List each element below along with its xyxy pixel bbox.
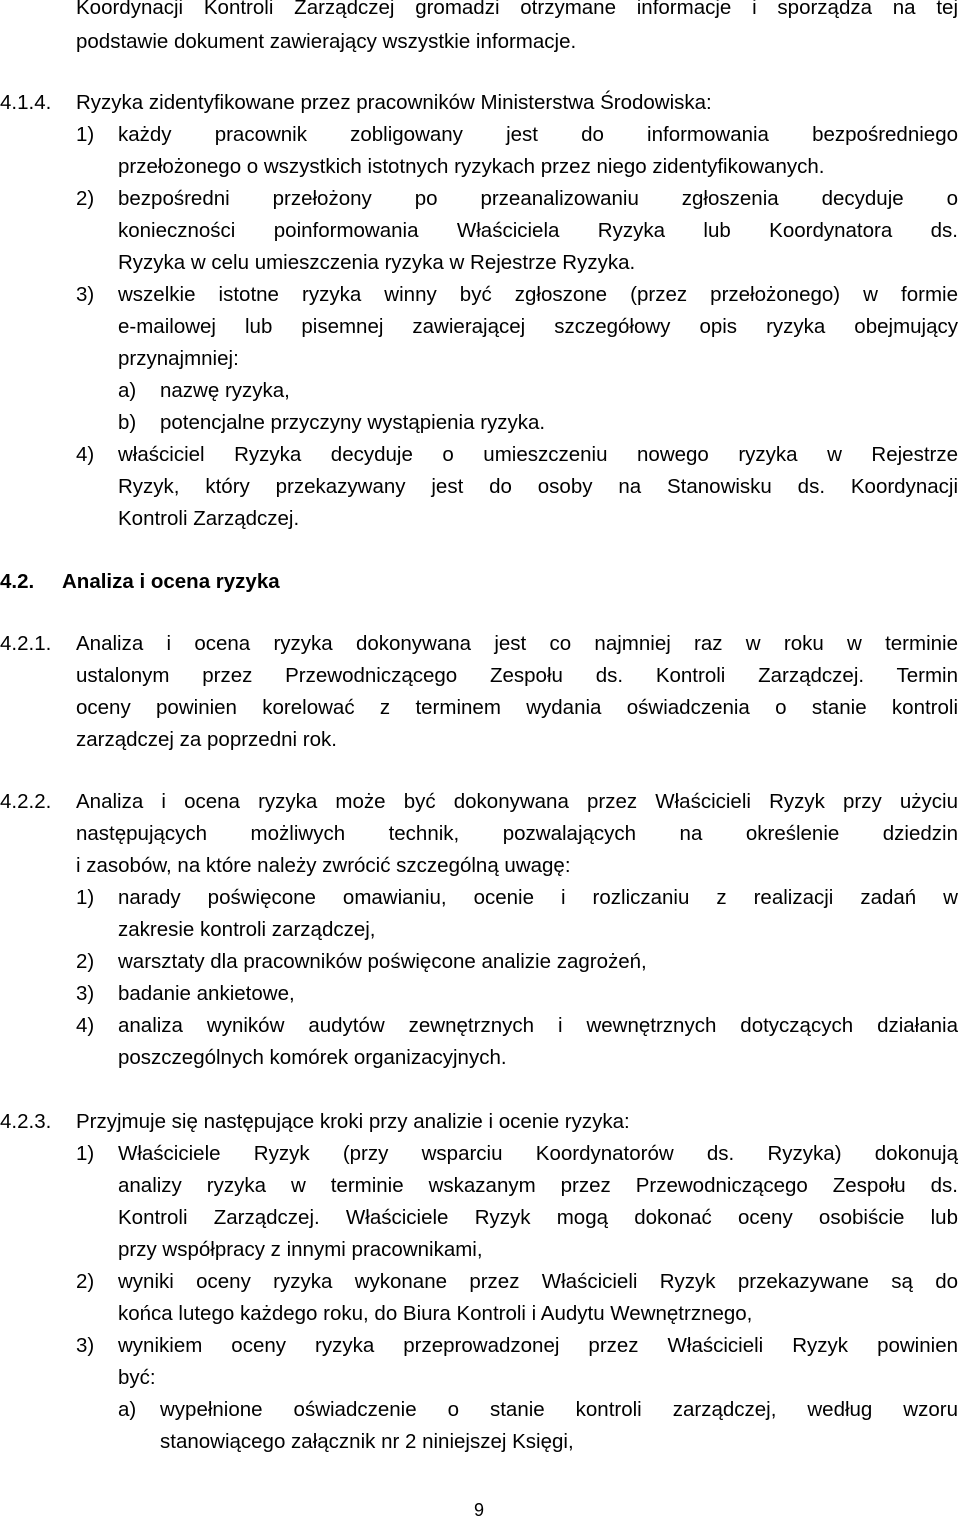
list-item-line: konieczności poinformowania Właściciela Ryzyka lub Koordynatora ds. xyxy=(118,219,958,242)
paragraph-line: ustalonym przez Przewodniczącego Zespołu ds. Kontroli Zarządczej. Termin xyxy=(76,664,958,687)
list-item-line: przy współpracy z innymi pracownikami, xyxy=(118,1238,483,1261)
list-item-line: Właściciele Ryzyk (przy wsparciu Koordynatorów ds. Ryzyka) dokonują xyxy=(118,1142,958,1165)
sub-list-letter: a) xyxy=(118,379,137,402)
list-number: 2) xyxy=(76,1270,95,1293)
list-item-line: każdy pracownik zobligowany jest do informowania bezpośredniego xyxy=(118,123,958,146)
section-number: 4.2.2. xyxy=(0,790,52,813)
list-item-line: warsztaty dla pracowników poświęcone analizie zagrożeń, xyxy=(118,950,647,973)
list-number: 3) xyxy=(76,1334,95,1357)
paragraph-line: i zasobów, na które należy zwrócić szczególną uwagę: xyxy=(76,854,571,877)
list-item-line: poszczególnych komórek organizacyjnych. xyxy=(118,1046,507,1069)
list-item-line: być: xyxy=(118,1366,156,1389)
paragraph-line: oceny powinien korelować z terminem wydania oświadczenia o stanie kontroli xyxy=(76,696,958,719)
list-number: 1) xyxy=(76,123,95,146)
list-item-line: Ryzyk, który przekazywany jest do osoby na Stanowisku ds. Koordynacji xyxy=(118,475,958,498)
section-number: 4.2.3. xyxy=(0,1110,52,1133)
paragraph-line: zarządczej za poprzedni rok. xyxy=(76,728,337,751)
list-item-line: analizy ryzyka w terminie wskazanym przez Przewodniczącego Zespołu ds. xyxy=(118,1174,958,1197)
paragraph-line: Analiza i ocena ryzyka może być dokonywana przez Właścicieli Ryzyk przy użyciu xyxy=(76,790,958,813)
page-number: 9 xyxy=(474,1500,485,1520)
paragraph-line: Koordynacji Kontroli Zarządczej gromadzi otrzymane informacje i sporządza na tej xyxy=(76,0,958,19)
list-item-line: e-mailowej lub pisemnej zawierającej szczegółowy opis ryzyka obejmujący xyxy=(118,315,958,338)
list-number: 2) xyxy=(76,187,95,210)
list-item-line: narady poświęcone omawianiu, ocenie i rozliczaniu z realizacji zadań w xyxy=(118,886,958,909)
section-number: 4.2.1. xyxy=(0,632,52,655)
sub-list-letter: a) xyxy=(118,1398,137,1421)
section-title: Przyjmuje się następujące kroki przy analizie i ocenie ryzyka: xyxy=(76,1110,630,1133)
paragraph-line: następujących możliwych technik, pozwalających na określenie dziedzin xyxy=(76,822,958,845)
list-number: 3) xyxy=(76,982,95,1005)
sub-list-item: potencjalne przyczyny wystąpienia ryzyka. xyxy=(160,411,546,434)
list-item-line: Kontroli Zarządczej. Właściciele Ryzyk mogą dokonać oceny osobiście lub xyxy=(118,1206,958,1229)
sub-list-letter: b) xyxy=(118,411,137,434)
list-number: 1) xyxy=(76,886,95,909)
list-number: 1) xyxy=(76,1142,95,1165)
list-number: 4) xyxy=(76,1014,95,1037)
list-item-line: badanie ankietowe, xyxy=(118,982,295,1005)
list-item-line: końca lutego każdego roku, do Biura Kontroli i Audytu Wewnętrznego, xyxy=(118,1302,753,1325)
list-item-line: wynikiem oceny ryzyka przeprowadzonej przez Właścicieli Ryzyk powinien xyxy=(118,1334,958,1357)
paragraph-line: Analiza i ocena ryzyka dokonywana jest co najmniej raz w roku w terminie xyxy=(76,632,958,655)
list-item-line: Ryzyka w celu umieszczenia ryzyka w Rejestrze Ryzyka. xyxy=(118,251,636,274)
list-item-line: właściciel Ryzyka decyduje o umieszczeniu nowego ryzyka w Rejestrze xyxy=(118,443,958,466)
section-title: Ryzyka zidentyfikowane przez pracowników Ministerstwa Środowiska: xyxy=(76,91,712,114)
section-number: 4.1.4. xyxy=(0,91,52,114)
heading-title: Analiza i ocena ryzyka xyxy=(62,570,280,593)
list-item-line: zakresie kontroli zarządczej, xyxy=(118,918,376,941)
list-item-line: przełożonego o wszystkich istotnych ryzykach przez niego zidentyfikowanych. xyxy=(118,155,825,178)
sub-list-item: nazwę ryzyka, xyxy=(160,379,290,402)
list-item-line: przynajmniej: xyxy=(118,347,239,370)
paragraph-line: podstawie dokument zawierający wszystkie informacje. xyxy=(76,30,577,53)
sub-list-item-line: wypełnione oświadczenie o stanie kontroli zarządczej, według wzoru xyxy=(160,1398,958,1421)
list-item-line: wyniki oceny ryzyka wykonane przez Właścicieli Ryzyk przekazywane są do xyxy=(118,1270,958,1293)
list-number: 3) xyxy=(76,283,95,306)
sub-list-item-line: stanowiącego załącznik nr 2 niniejszej Księgi, xyxy=(160,1430,574,1453)
list-number: 2) xyxy=(76,950,95,973)
list-item-line: bezpośredni przełożony po przeanalizowaniu zgłoszenia decyduje o xyxy=(118,187,958,210)
list-number: 4) xyxy=(76,443,95,466)
heading-number: 4.2. xyxy=(0,570,35,593)
list-item-line: wszelkie istotne ryzyka winny być zgłoszone (przez przełożonego) w formie xyxy=(118,283,958,306)
list-item-line: analiza wyników audytów zewnętrznych i wewnętrznych dotyczących działania xyxy=(118,1014,958,1037)
list-item-line: Kontroli Zarządczej. xyxy=(118,507,300,530)
